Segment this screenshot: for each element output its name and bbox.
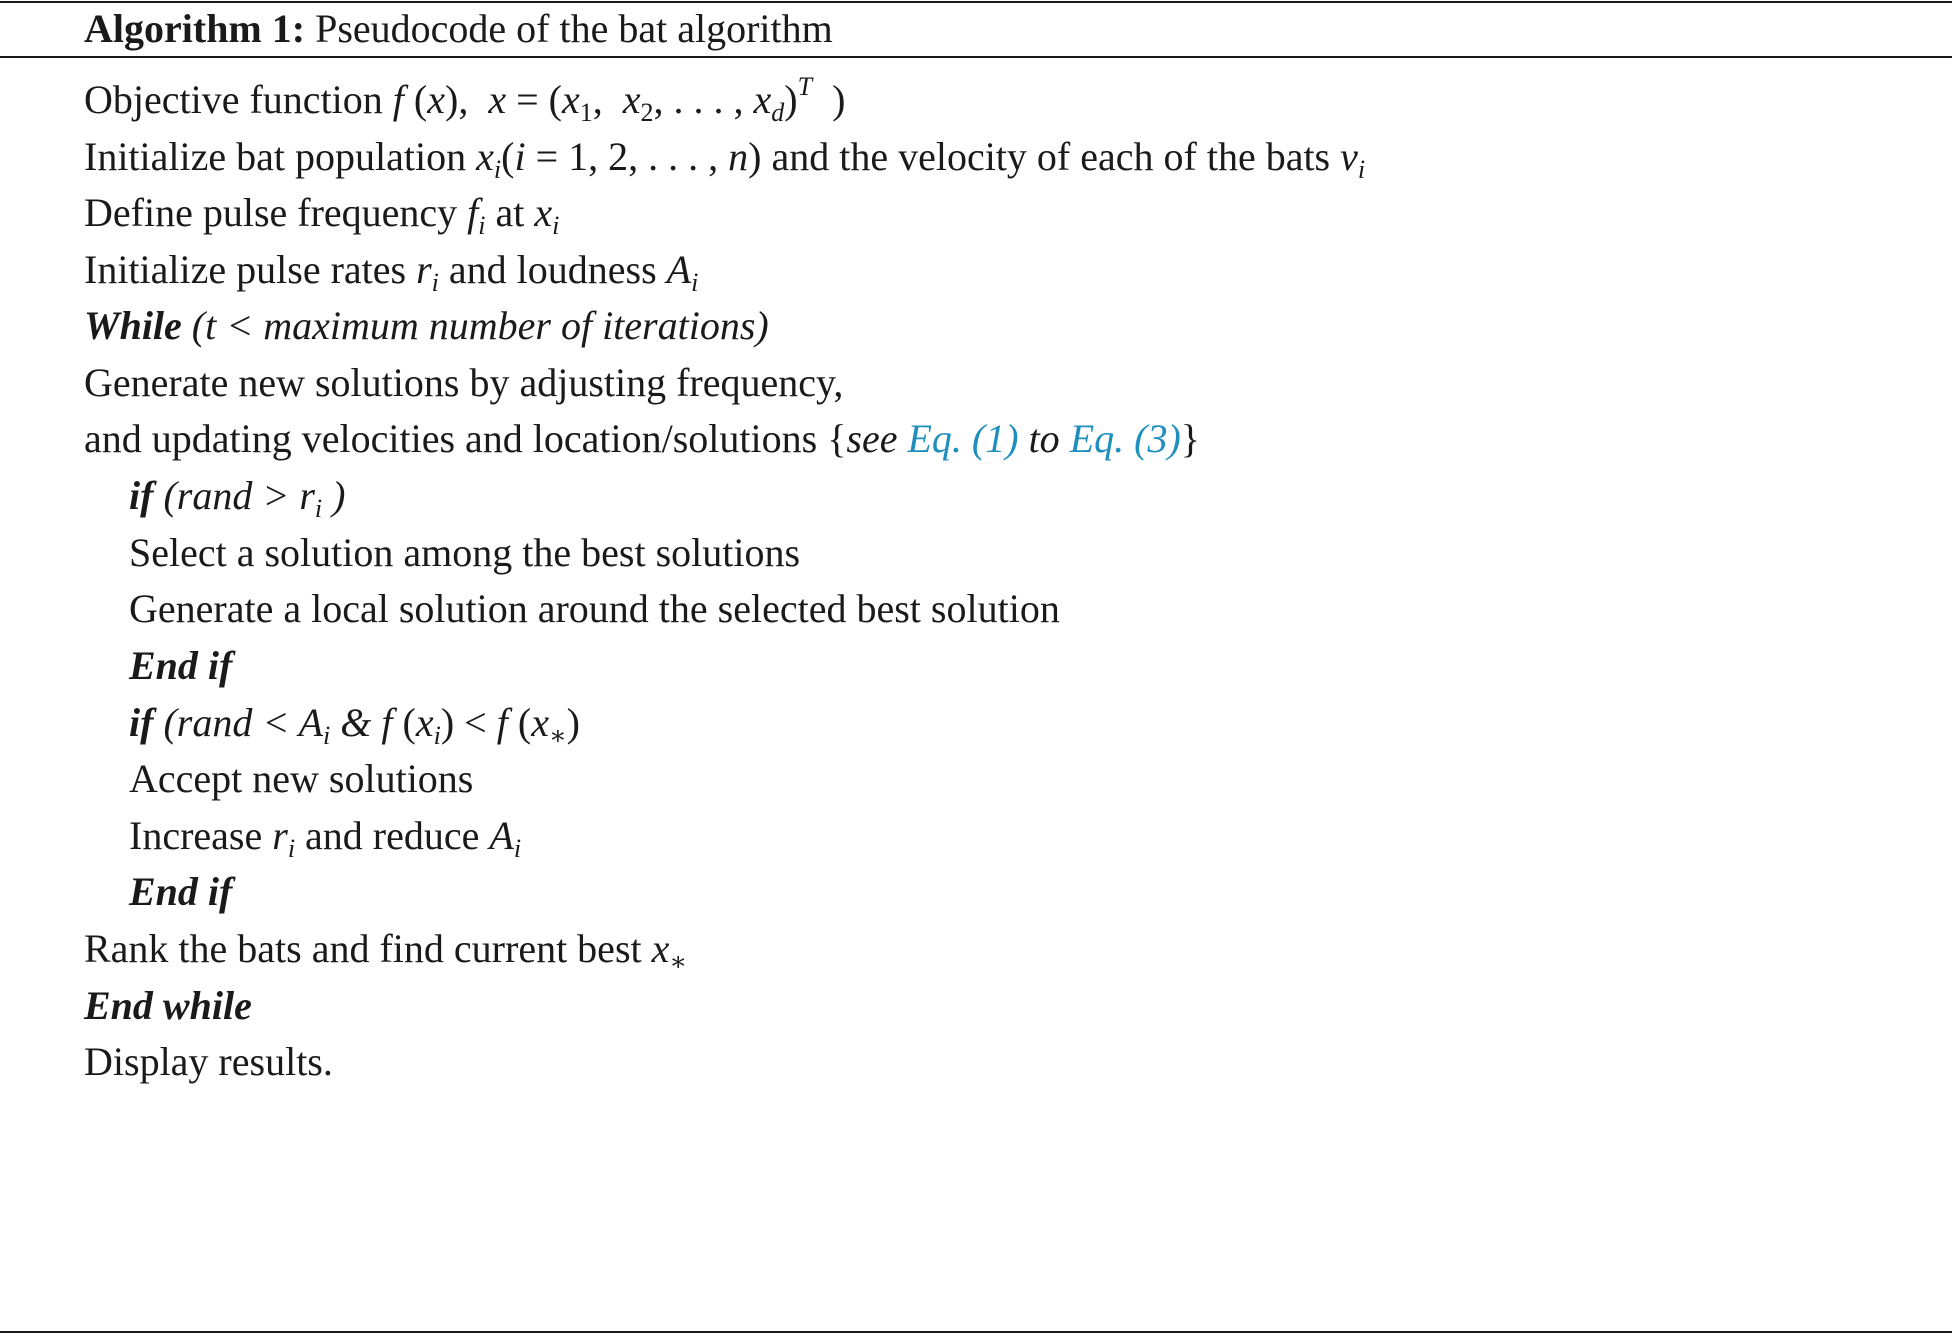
- to-text: to: [1018, 416, 1070, 461]
- line-text: Generate a local solution around the selected best solution: [129, 586, 1060, 631]
- keyword-if: if: [129, 473, 154, 518]
- close-brace: }: [1180, 416, 1200, 461]
- line-text: Select a solution among the best solutions: [129, 530, 801, 575]
- line-text: Accept new solutions: [129, 756, 474, 801]
- line-text: Define pulse frequency: [84, 190, 468, 235]
- line-text: Generate new solutions by adjusting frequency,: [84, 360, 844, 405]
- line-end-while: [84, 982, 252, 1030]
- line-updating-velocities: [84, 415, 1200, 463]
- algorithm-name: Pseudocode of the bat algorithm: [315, 6, 833, 51]
- line-text: Rank the bats and find current best: [84, 926, 652, 971]
- line-generate-local: [129, 585, 1060, 633]
- algorithm-title: [84, 6, 833, 52]
- equation-3-link[interactable]: Eq. (3): [1069, 416, 1181, 461]
- line-select-solution: [129, 529, 800, 577]
- keyword-end-while: End while: [84, 983, 252, 1028]
- top-rule: [0, 1, 1952, 3]
- line-text: and reduce: [295, 813, 490, 858]
- keyword-end-if: End if: [129, 869, 233, 914]
- line-text: and loudness: [438, 247, 667, 292]
- line-accept-solutions: [129, 755, 473, 803]
- line-text: at: [485, 190, 535, 235]
- keyword-if: if: [129, 700, 154, 745]
- while-condition: (t < maximum number of iterations): [181, 303, 769, 348]
- line-text: Objective function: [84, 77, 393, 122]
- line-define-frequency: Define pulse frequency $f_i$ at $x_i$: [84, 190, 560, 240]
- line-text: and updating velocities and location/solutions {: [84, 416, 847, 461]
- line-initialize-population: Initialize bat population $x_i(i = 1$, 2, . . . , n) and the velocity of each of the bats $v_i$: [84, 134, 1366, 184]
- bottom-rule: [0, 1331, 1952, 1333]
- header-rule: [0, 56, 1952, 58]
- line-while: [84, 302, 769, 350]
- equation-1-link[interactable]: Eq. (1): [907, 416, 1019, 461]
- line-text: and the velocity of each of the bats: [761, 134, 1341, 179]
- line-text: Increase: [129, 813, 273, 858]
- algorithm-label: Algorithm 1:: [84, 6, 306, 51]
- line-text: Initialize pulse rates: [84, 247, 417, 292]
- line-text: Initialize bat population: [84, 134, 477, 179]
- line-end-if-2: [129, 868, 232, 916]
- line-generate-solutions: [84, 359, 843, 407]
- keyword-while: While: [84, 303, 182, 348]
- line-objective-function: Objective function f (x), $x = (x_1$, $x_2$, . . . , $x_d)^T$ ): [84, 72, 846, 127]
- line-if-rand-lt-a: if (rand < $A_i$ & f $(x_i) < f$ $(x_∗)$: [129, 700, 580, 750]
- line-initialize-rates: Initialize pulse rates $r_i$ and loudness $A_i$: [84, 247, 699, 297]
- keyword-end-if: End if: [129, 643, 233, 688]
- line-end-if-1: [129, 642, 232, 690]
- line-rank-bats: Rank the bats and find current best $x_∗$: [84, 926, 688, 976]
- line-if-rand-gt-r: if (rand > $r_i$ ): [129, 473, 346, 523]
- line-display-results: [84, 1038, 333, 1086]
- see-text: see: [846, 416, 908, 461]
- line-increase-reduce: Increase $r_i$ and reduce $A_i$: [129, 813, 522, 863]
- line-text: Display results.: [84, 1039, 333, 1084]
